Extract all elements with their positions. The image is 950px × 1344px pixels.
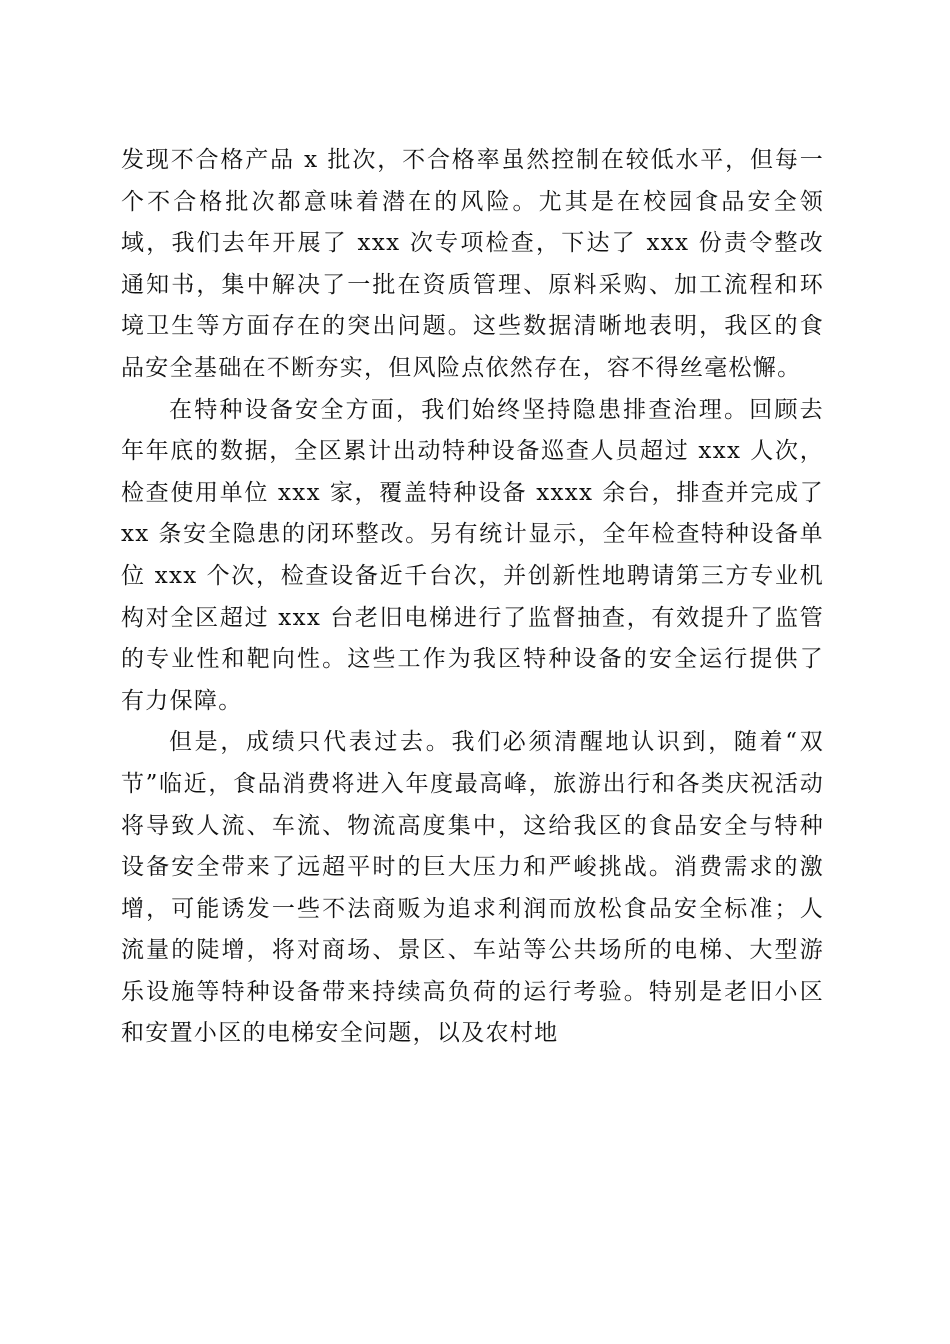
paragraph-special-equipment: 在特种设备安全方面，我们始终坚持隐患排查治理。回顾去年年底的数据，全区累计出动特种设备巡查人员超过 xxx 人次，检查使用单位 xxx 家，覆盖特种设备 xxxx 余台，排查并完成了 xx 条安全隐患的闭环整改。另有统计显示，全年检查特种设备单位 xxx 个次，检查设备近千台次，并创新性地聘请第三方专业机构对全区超过 xxx 台老旧电梯进行了监督抽查，有效提升了监管的专业性和靶向性。这些工作为我区特种设备的安全运行提供了有力保障。 bbox=[121, 396, 824, 714]
document-body bbox=[121, 140, 824, 1055]
paragraph-holiday-challenges: 但是，成绩只代表过去。我们必须清醒地认识到，随着“双节”临近，食品消费将进入年度最高峰，旅游出行和各类庆祝活动将导致人流、车流、物流高度集中，这给我区的食品安全与特种设备安全带来了远超平时的巨大压力和严峻挑战。消费需求的激增，可能诱发一些不法商贩为追求利润而放松食品安全标准；人流量的陡增，将对商场、景区、车站等公共场所的电梯、大型游乐设施等特种设备带来持续高负荷的运行考验。特别是老旧小区和安置小区的电梯安全问题，以及农村地 bbox=[121, 729, 824, 1047]
paragraph-food-safety-continued: 发现不合格产品 x 批次，不合格率虽然控制在较低水平，但每一个不合格批次都意味着潜在的风险。尤其是在校园食品安全领域，我们去年开展了 xxx 次专项检查，下达了 xxx 份责令整改通知书，集中解决了一批在资质管理、原料采购、加工流程和环境卫生等方面存在的突出问题。这些数据清晰地表明，我区的食品安全基础在不断夯实，但风险点依然存在，容不得丝毫松懈。 bbox=[121, 147, 824, 381]
